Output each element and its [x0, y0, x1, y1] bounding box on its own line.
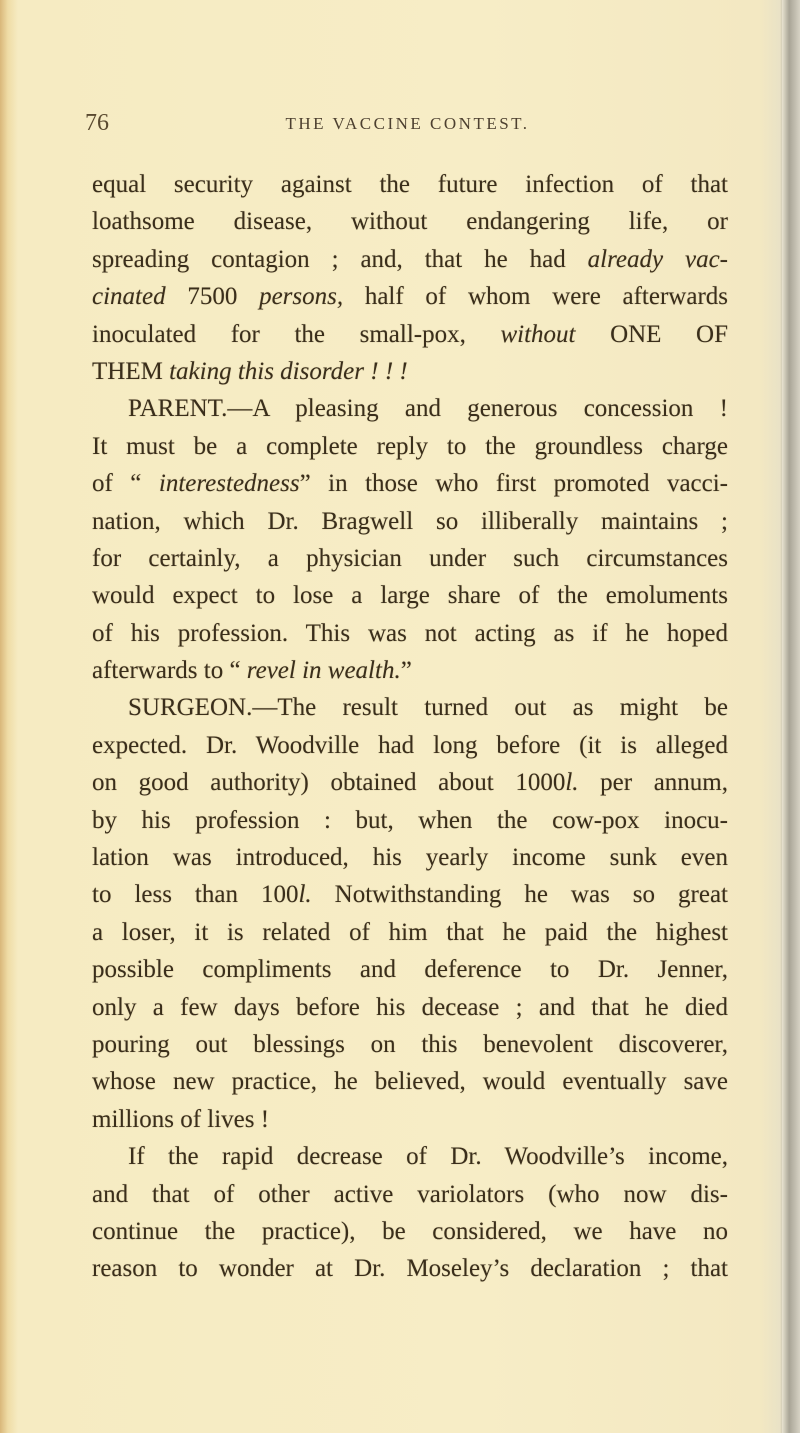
page-header [85, 110, 730, 140]
text-segment: of “ [92, 470, 159, 498]
text-line [92, 615, 728, 652]
text-segment: a loser, it is related of him that he paid the highest [92, 918, 728, 946]
text-line [92, 540, 728, 577]
text-segment: spreading contagion ; and, that he had [92, 245, 588, 273]
text-line [92, 764, 728, 801]
text-segment: SURGEON.—The result turned out as might be [128, 694, 728, 722]
italic-text: already vac- [587, 245, 728, 273]
text-segment: ” in those who first promoted vacci- [299, 470, 729, 498]
text-line [92, 241, 728, 278]
italic-text: cinated [92, 283, 166, 311]
text-segment: by his profession : but, when the cow-pox inocu- [92, 806, 728, 834]
text-segment: per annum, [578, 769, 728, 797]
text-segment: loathsome disease, without endangering life, or [92, 208, 728, 236]
text-segment: It must be a complete reply to the groundless charge [92, 432, 728, 460]
italic-text: without [500, 320, 576, 348]
text-segment: whose new practice, he believed, would eventually save [92, 1068, 728, 1096]
text-segment: lation was introduced, his yearly income sunk even [92, 844, 728, 872]
italic-text: l. [298, 881, 312, 909]
text-line [92, 652, 728, 689]
text-line [92, 727, 728, 764]
text-line [92, 166, 728, 203]
text-segment: expected. Dr. Woodville had long before (it is alleged [92, 731, 728, 759]
text-line [92, 503, 728, 540]
page-number: 76 [85, 110, 109, 136]
text-segment: If the rapid decrease of Dr. Woodville’s income, [128, 1143, 728, 1171]
text-line [92, 876, 728, 913]
text-line [92, 577, 728, 614]
text-line [92, 465, 728, 502]
text-segment: ONE OF [575, 320, 728, 348]
text-line [92, 839, 728, 876]
text-line [92, 428, 728, 465]
text-segment: nation, which Dr. Bragwell so illiberally maintains ; [92, 507, 728, 535]
text-segment: PARENT.—A pleasing and generous concession ! [128, 395, 728, 423]
text-line [92, 203, 728, 240]
text-line [92, 1101, 728, 1138]
text-segment: pouring out blessings on this benevolent discoverer, [92, 1030, 728, 1058]
text-line [92, 1176, 728, 1213]
text-segment: inoculated for the small-pox, [92, 320, 501, 348]
text-segment: continue the practice), be considered, we have no [92, 1217, 728, 1245]
text-segment: only a few days before his decease ; and that he died [92, 993, 728, 1021]
text-segment: Notwithstanding he was so great [311, 881, 728, 909]
italic-text: taking this disorder ! ! ! [169, 357, 408, 385]
text-line [92, 353, 728, 390]
running-title: THE VACCINE CONTEST. [285, 114, 530, 133]
text-line [92, 1063, 728, 1100]
text-segment: on good authority) obtained about 1000 [92, 769, 566, 797]
text-segment: would expect to lose a large share of the emoluments [92, 582, 728, 610]
text-segment: millions of lives ! [92, 1105, 270, 1133]
text-line [92, 914, 728, 951]
text-line [92, 316, 728, 353]
text-segment: reason to wonder at Dr. Moseley’s declaration ; that [92, 1255, 728, 1283]
text-line [92, 989, 728, 1026]
italic-text: l. [565, 769, 579, 797]
text-segment: and that of other active variolators (who now dis- [92, 1180, 728, 1208]
text-segment: THEM [92, 357, 170, 385]
text-line [92, 1026, 728, 1063]
text-segment: equal security against the future infection of that [92, 171, 728, 198]
text-line [92, 951, 728, 988]
text-line [92, 1138, 728, 1175]
italic-text: interestedness [158, 470, 300, 498]
text-segment: half of whom were afterwards [343, 283, 729, 311]
text-line [92, 689, 728, 726]
text-line [92, 802, 728, 839]
text-segment: of his profession. This was not acting as if he hoped [92, 619, 728, 647]
text-segment: for certainly, a physician under such circumstances [92, 544, 728, 572]
text-segment: possible compliments and deference to Dr. Jenner, [92, 956, 728, 984]
book-binding-edge [782, 0, 800, 1433]
text-segment: to less than 100 [92, 881, 299, 909]
text-segment: afterwards to “ [92, 657, 247, 685]
text-line [92, 278, 728, 315]
italic-text: revel in wealth. [246, 657, 401, 685]
page-body-text [92, 166, 728, 1288]
text-line [92, 390, 728, 427]
text-segment: 7500 [165, 283, 260, 311]
italic-text: persons, [259, 283, 344, 311]
text-line [92, 1213, 728, 1250]
text-segment: ” [400, 657, 412, 685]
text-line [92, 1250, 728, 1287]
